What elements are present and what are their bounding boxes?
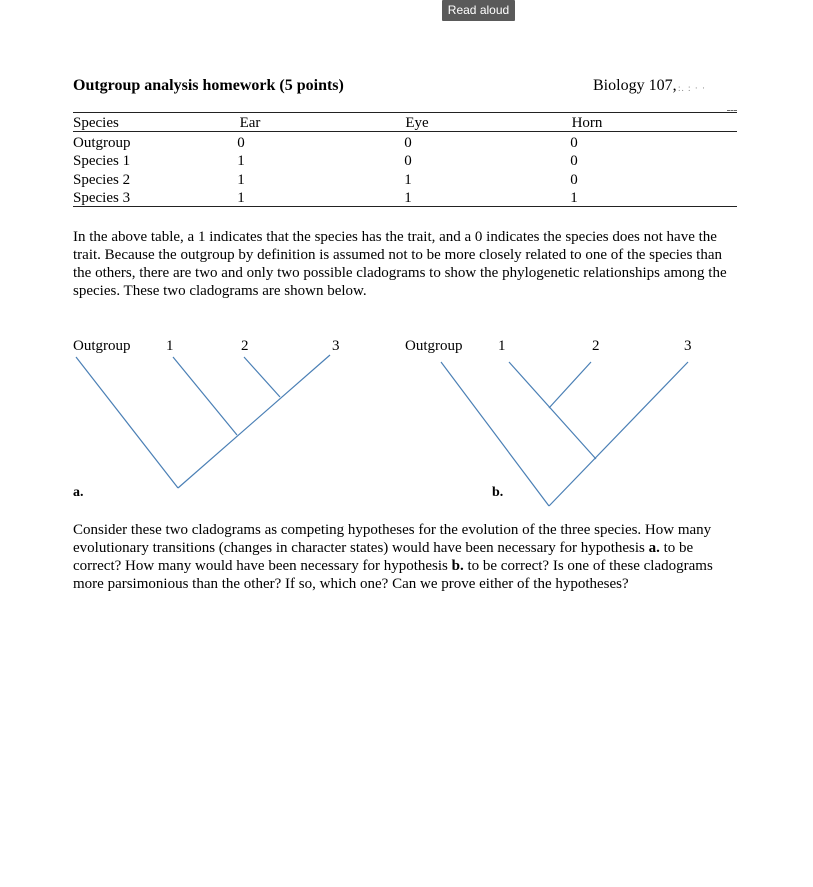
row-species: Species 3	[73, 190, 131, 206]
table-header-eye: Eye	[405, 115, 429, 131]
hypothesis-b-ref: b.	[451, 558, 464, 574]
cladogram-b-letter: b.	[492, 485, 504, 500]
question-text: to be correct? How many would have been necessary for hypothesis	[73, 540, 694, 574]
branch-species-1	[173, 357, 237, 435]
row-species: Species 1	[73, 153, 131, 169]
tip-species-1: 1	[166, 338, 174, 354]
tip-species-2: 2	[592, 338, 600, 354]
cladogram-a-letter: a.	[73, 485, 84, 500]
branch-species-2	[244, 357, 280, 397]
branch-outgroup	[76, 357, 178, 488]
cladogram-a-tree	[76, 355, 330, 488]
row-ear: 1	[237, 172, 245, 188]
question-text: Consider these two cladograms as competing hypotheses for the evolution of the three species. How many evolutionary transitions (changes in character states) would have been necessary for hypothesis	[73, 522, 712, 556]
row-eye: 0	[404, 135, 412, 151]
row-ear: 1	[237, 190, 245, 206]
course-label: Biology 107,	[593, 77, 677, 94]
redacted-mark: :. : · ·	[678, 83, 706, 93]
tip-outgroup: Outgroup	[405, 338, 463, 354]
intro-paragraph: In the above table, a 1 indicates that the species has the trait, and a 0 indicates the species does not have the trait. Because the outgroup by definition is assumed not to be more closely related to one of the species than the others, there are two and only two possible cladograms to show the phylogenetic relationships among the species. These two cladograms are shown below.	[73, 229, 727, 299]
question-text: to be correct? Is one of these cladograms more parsimonious than the other? If so, which one? Can we prove either of the hypotheses?	[73, 558, 713, 592]
row-species: Species 2	[73, 172, 131, 188]
row-horn: 1	[570, 190, 578, 206]
table-header-ear: Ear	[239, 115, 261, 131]
row-eye: 0	[404, 153, 412, 169]
row-horn: 0	[570, 172, 578, 188]
question-paragraph	[73, 521, 743, 593]
read-aloud-button[interactable]: Read aloud	[442, 0, 515, 21]
cladogram-b-tree	[441, 362, 688, 506]
tip-species-1: 1	[498, 338, 506, 354]
hypothesis-a-ref: a.	[648, 540, 660, 556]
branch-species-1	[509, 362, 596, 459]
branch-main	[549, 362, 688, 506]
row-horn: 0	[570, 135, 578, 151]
row-eye: 1	[404, 172, 412, 188]
row-eye: 1	[404, 190, 412, 206]
table-header-horn: Horn	[571, 115, 603, 131]
row-horn: 0	[570, 153, 578, 169]
tip-species-3: 3	[332, 338, 340, 354]
branch-main	[178, 355, 330, 488]
tip-outgroup: Outgroup	[73, 338, 131, 354]
row-species: Outgroup	[73, 135, 131, 151]
page-title: Outgroup analysis homework (5 points)	[73, 77, 344, 94]
table-header-species: Species	[73, 115, 119, 131]
row-ear: 0	[237, 135, 245, 151]
branch-species-2	[549, 362, 591, 408]
tip-species-2: 2	[241, 338, 249, 354]
tip-species-3: 3	[684, 338, 692, 354]
row-ear: 1	[237, 153, 245, 169]
